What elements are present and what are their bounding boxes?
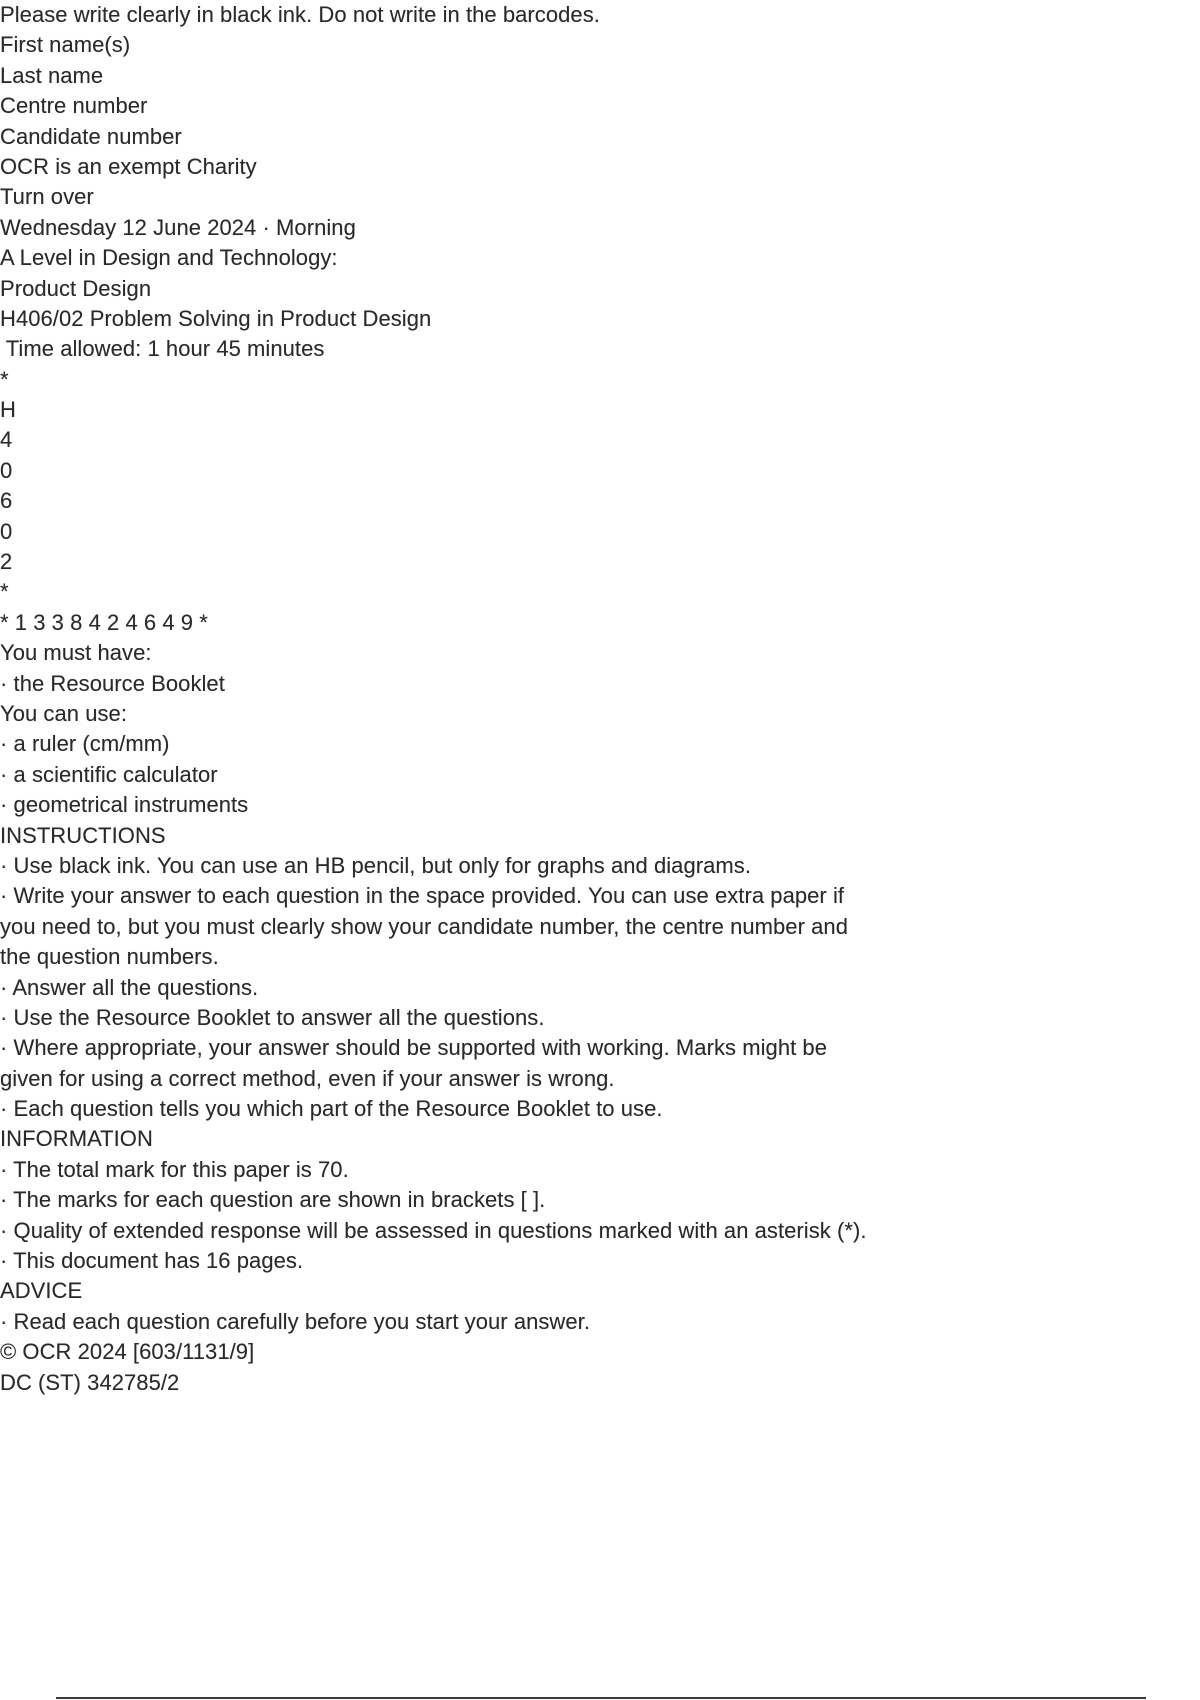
list-item: · a scientific calculator [0, 761, 218, 787]
write-clearly-note: Please write clearly in black ink. Do not write in the barcodes. [0, 2, 600, 27]
barcode-char: 4 [0, 427, 13, 453]
information-heading: INFORMATION [0, 1126, 153, 1152]
instruction-item: · Use black ink. You can use an HB pencil, but only for graphs and diagrams. [0, 852, 752, 878]
barcode-char: 6 [0, 488, 13, 514]
list-item: · a ruler (cm/mm) [0, 731, 170, 757]
charity-note: OCR is an exempt Charity [0, 153, 257, 179]
instruction-item: · Write your answer to each question in the space provided. You can use extra paper if [0, 883, 845, 909]
centre-number-label: Centre number [0, 93, 148, 119]
barcode-char: 2 [0, 549, 13, 575]
candidate-number-label: Candidate number [0, 123, 182, 149]
instruction-item: · Use the Resource Booklet to answer all the questions. [0, 1004, 545, 1030]
information-item: · This document has 16 pages. [0, 1248, 304, 1274]
instruction-item: · Answer all the questions. [0, 974, 259, 1000]
information-item: · The total mark for this paper is 70. [0, 1156, 349, 1182]
information-item: · Quality of extended response will be assessed in questions marked with an asterisk (*). [0, 1217, 867, 1243]
instruction-item-continued: you need to, but you must clearly show your candidate number, the centre number and [0, 913, 848, 939]
barcode-char: * [0, 366, 9, 392]
advice-heading: ADVICE [0, 1278, 83, 1304]
you-can-use-heading: You can use: [0, 700, 128, 726]
first-name-label: First name(s) [0, 32, 131, 58]
exam-date: Wednesday 12 June 2024 · Morning [0, 214, 356, 240]
copyright-line: © OCR 2024 [603/1131/9] [0, 1339, 255, 1365]
instruction-item: · Each question tells you which part of the Resource Booklet to use. [0, 1096, 663, 1122]
barcode-char: 0 [0, 457, 13, 483]
last-name-label: Last name [0, 62, 104, 88]
list-item: · the Resource Booklet [0, 670, 225, 696]
barcode-char: * [0, 579, 9, 605]
subject-title: Product Design [0, 275, 152, 301]
document-code: DC (ST) 342785/2 [0, 1369, 180, 1395]
instruction-item: · Where appropriate, your answer should be supported with working. Marks might be [0, 1035, 827, 1061]
instructions-heading: INSTRUCTIONS [0, 822, 166, 848]
turn-over-note: Turn over [0, 184, 94, 210]
you-must-have-heading: You must have: [0, 640, 152, 666]
footer-divider [56, 1697, 1146, 1699]
advice-item: · Read each question carefully before you start your answer. [0, 1308, 590, 1334]
instruction-item-continued: given for using a correct method, even if your answer is wrong. [0, 1065, 615, 1091]
list-item: · geometrical instruments [0, 792, 249, 818]
instruction-item-continued: the question numbers. [0, 944, 219, 970]
barcode-char: 0 [0, 518, 13, 544]
time-allowed: Time allowed: 1 hour 45 minutes [0, 336, 325, 362]
barcode-char: H [0, 397, 16, 423]
barcode-number: * 1 3 3 8 4 2 4 6 4 9 * [0, 609, 208, 635]
information-item: · The marks for each question are shown in brackets [ ]. [0, 1187, 546, 1213]
paper-code-title: H406/02 Problem Solving in Product Design [0, 305, 432, 331]
qualification-title: A Level in Design and Technology: [0, 245, 338, 271]
